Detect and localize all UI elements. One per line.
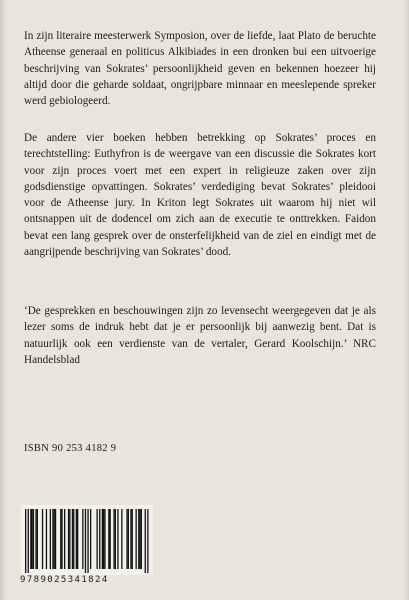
barcode-bar (61, 509, 62, 569)
barcode-bar (85, 509, 86, 573)
barcode-bar (117, 509, 118, 569)
barcode-bar (46, 509, 47, 569)
barcode-bar (147, 509, 148, 573)
barcode-bar (76, 509, 77, 569)
barcode-bar (72, 509, 73, 569)
blurb-paragraph-trial-dialogues: De andere vier boeken hebben betrekking op Sokrates’ proces en terechtstelling: Euthyfron is de weergave van een discussie die Sokrates kort voor zijn proces voert met een expert in religieuze zaken over zijn godsdienstige opvattingen. Sokrates’ verdediging bevat Sokrates’ pleidooi voor de Atheense jury. In Kriton legt Sokrates uit waarom hij niet wil ontsnappen uit de dodencel om zich aan de executie te onttrekken. Faidon bevat een lang gesprek over de onsterfelijkheid van de ziel en eindigt met de aangrijpende beschrijving van Sokrates’ dood. (24, 132, 376, 259)
barcode-bars (21, 505, 153, 575)
barcode-bar (113, 509, 114, 569)
barcode-bar (77, 509, 78, 569)
barcode (21, 505, 153, 575)
barcode-bar (68, 509, 69, 569)
barcode-bar (102, 509, 103, 569)
barcode-number: 9789025341824 (20, 575, 109, 585)
barcode-bar (73, 509, 74, 569)
barcode-bar (108, 509, 109, 569)
barcode-bar (69, 509, 70, 569)
blurb-paragraph-symposion: In zijn literaire meesterwerk Symposion, over de liefde, laat Plato de beruchte Atheense generaal en politicus Alkibiades in een dronken bui een uitvoerige beschrijving van Sokrates’ persoonlijkheid geven en bekennen hoezeer hij altijd door die geharde soldaat, ongrijpbare minnaar en meeslepende spreker werd gebiologeerd. (24, 30, 376, 108)
barcode-bar (54, 509, 55, 569)
barcode-bar (145, 509, 146, 573)
barcode-bar (87, 509, 88, 573)
scan-edge-left (0, 0, 6, 600)
barcode-bar (28, 509, 29, 573)
barcode-bar (50, 509, 51, 569)
barcode-bar (30, 509, 31, 569)
barcode-bar (33, 509, 34, 569)
barcode-bar (60, 509, 61, 569)
barcode-bar (82, 509, 83, 569)
barcode-bar (128, 509, 129, 569)
barcode-bar (32, 509, 33, 569)
barcode-bar (141, 509, 142, 569)
barcode-bar (110, 509, 111, 569)
barcode-bar (103, 509, 104, 569)
barcode-bar (99, 509, 100, 569)
barcode-bar (35, 509, 36, 569)
barcode-bar (97, 509, 98, 569)
barcode-bar (126, 509, 127, 569)
barcode-bar (132, 509, 133, 569)
barcode-bar (104, 509, 105, 569)
barcode-bar (25, 509, 26, 573)
barcode-bar (90, 509, 91, 569)
isbn-label: ISBN 90 253 4182 9 (24, 443, 117, 454)
barcode-bar (42, 509, 43, 569)
barcode-bar (130, 509, 131, 569)
barcode-bar (121, 509, 122, 569)
scan-edge-right (404, 0, 409, 600)
barcode-bar (55, 509, 56, 569)
barcode-bar (37, 509, 38, 569)
barcode-bar (138, 509, 139, 569)
review-quote: ‘De gesprekken en beschouwingen zijn zo levensecht weergegeven dat je als lezer soms de indruk hebt dat je er persoonlijk bij aanwezig bent. Dat is natuurlijk ook een verdienste van de vertaler, Gerard Koolschijn.’ NRC Handelsblad (24, 305, 376, 366)
barcode-bar (115, 509, 116, 569)
barcode-bar (64, 509, 65, 569)
barcode-bar (52, 509, 53, 569)
barcode-bar (139, 509, 140, 569)
barcode-bar (136, 509, 137, 569)
